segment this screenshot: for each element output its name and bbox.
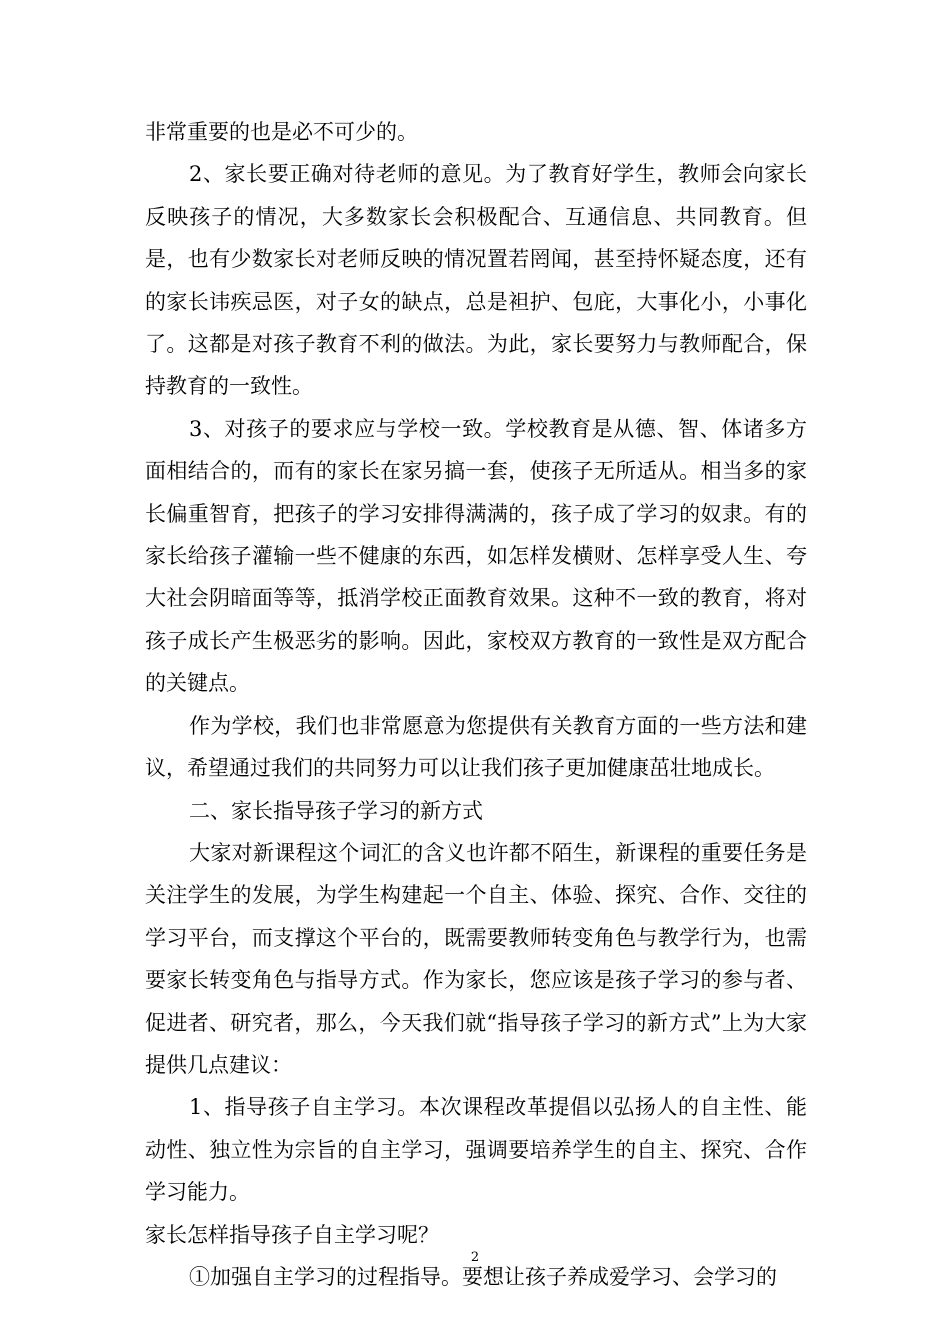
paragraph-new-curriculum: 大家对新课程这个词汇的含义也许都不陌生，新课程的重要任务是关注学生的发展，为学生构建起一个自主、体验、探究、合作、交往的学习平台，而支撑这个平台的，既需要教师转变角色与教学行为，也需要家长转变角色与指导方式。作为家长，您应该是孩子学习的参与者、促进者、研究者，那么，今天我们就“指导孩子学习的新方式”上为大家提供几点建议：	[145, 840, 807, 1077]
paragraph-question: 家长怎样指导孩子自主学习呢？	[145, 1222, 439, 1247]
section-heading: 二、家长指导孩子学习的新方式	[189, 798, 483, 823]
paragraph-teacher-opinion: 2、家长要正确对待老师的意见。为了教育好学生，教师会向家长反映孩子的情况，大多数家长会积极配合、互通信息、共同教育。但是，也有少数家长对老师反映的情况置若罔闻，甚至持怀疑态度，还有的家长讳疾忌医，对子女的缺点，总是袒护、包庇，大事化小，小事化了。这都是对孩子教育不利的做法。为此，家长要努力与教师配合，保持教育的一致性。	[145, 162, 807, 399]
paragraph-process-guidance: ①加强自主学习的过程指导。要想让孩子养成爱学习、会学习的	[189, 1264, 777, 1289]
page-number: 2	[470, 1250, 480, 1265]
body-text	[145, 111, 807, 1298]
paragraph-continuation: 非常重要的也是必不可少的。	[145, 120, 418, 144]
paragraph-school-offer: 作为学校，我们也非常愿意为您提供有关教育方面的一些方法和建议，希望通过我们的共同努力可以让我们孩子更加健康茁壮地成长。	[145, 713, 807, 781]
paragraph-consistency: 3、对孩子的要求应与学校一致。学校教育是从德、智、体诸多方面相结合的，而有的家长在家另搞一套，使孩子无所适从。相当多的家长偏重智育，把孩子的学习安排得满满的，孩子成了学习的奴隶。有的家长给孩子灌输一些不健康的东西，如怎样发横财、怎样享受人生、夸大社会阴暗面等等，抵消学校正面教育效果。这种不一致的教育，将对孩子成长产生极恶劣的影响。因此，家校双方教育的一致性是双方配合的关键点。	[145, 416, 807, 696]
paragraph-self-learning: 1、指导孩子自主学习。本次课程改革提倡以弘扬人的自主性、能动性、独立性为宗旨的自主学习，强调要培养学生的自主、探究、合作学习能力。	[145, 1095, 807, 1205]
